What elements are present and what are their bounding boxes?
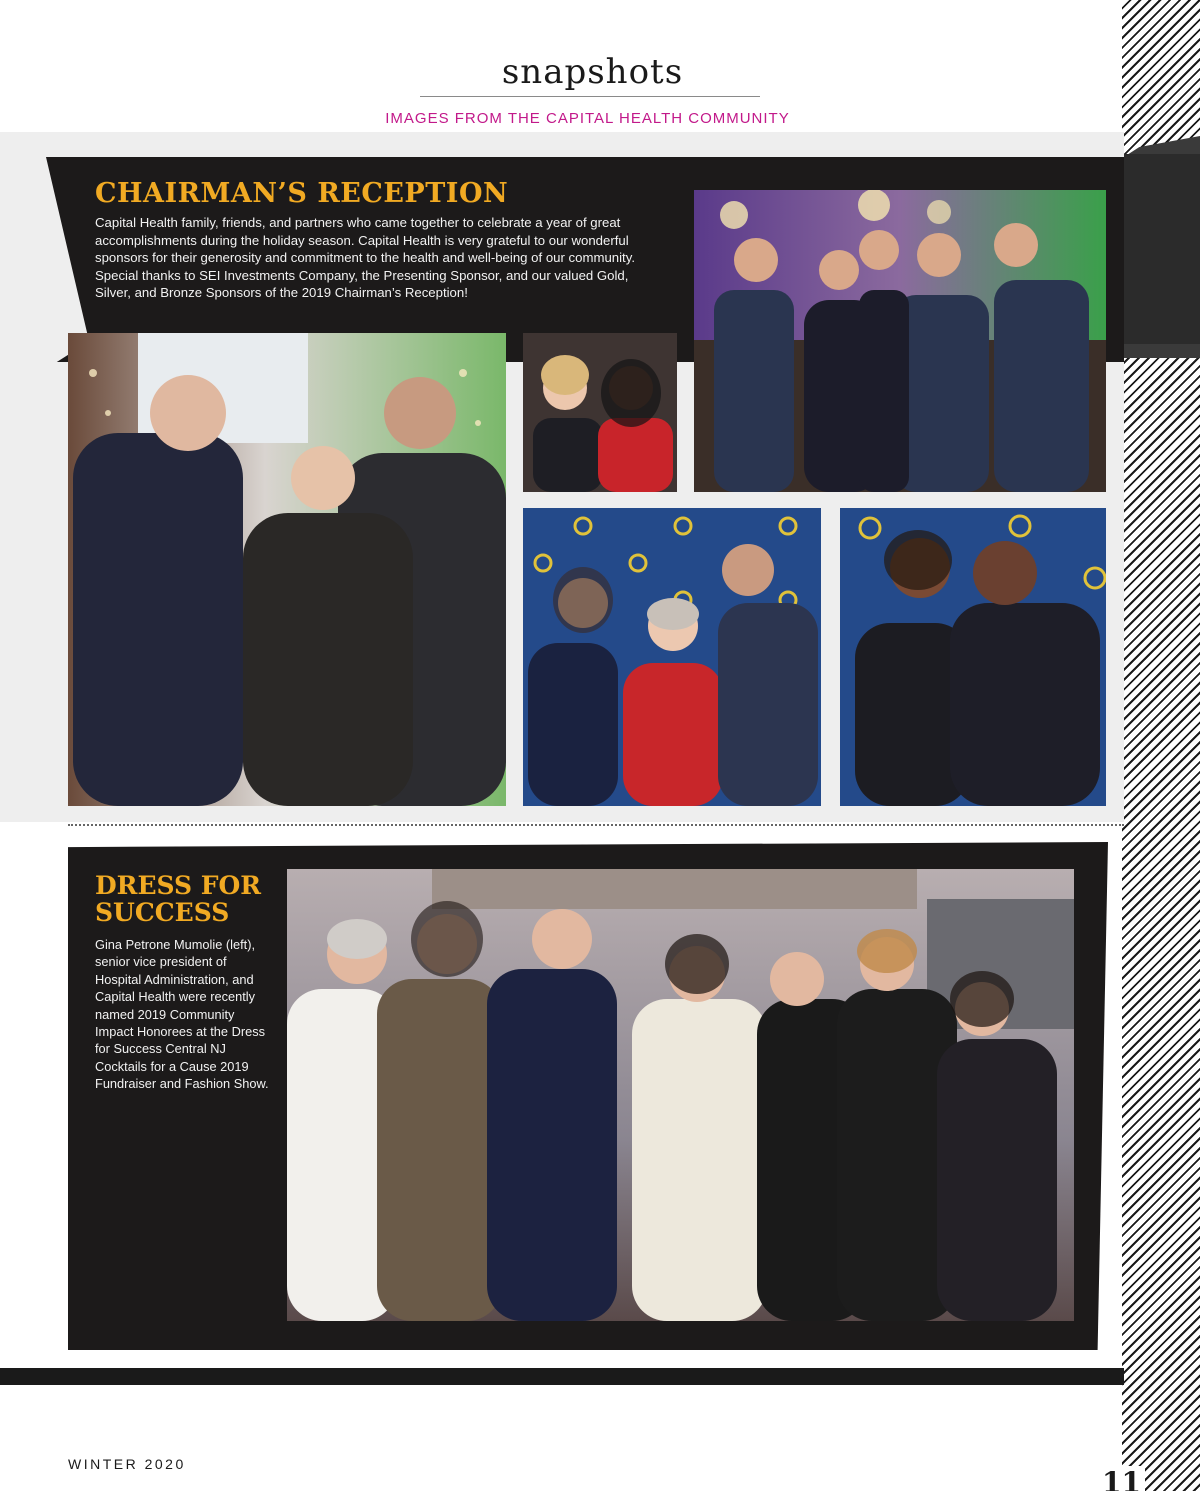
photo-two-women	[523, 333, 677, 492]
photo-group-of-five	[694, 190, 1106, 492]
chairman-caption: Capital Health family, friends, and partners who came together to celebrate a year of great accomplishments during the holiday season. Capital Health is very grateful to our wonderful sponsors for their generosity and commitment to the health and well-being of our community. Special thanks to SEI Investments Company, the Presenting Sponsor, and our valued Gold, Silver, and Bronze Sponsors of the 2019 Chairman’s Reception!	[95, 215, 635, 300]
dress-caption: Gina Petrone Mumolie (left), senior vice president of Hospital Administration, and Capital Health were recently named 2019 Community Impact Honorees at the Dress for Success Central NJ Cocktails for a Cause 2019 Fundraiser and Fashion Show.	[95, 937, 269, 1092]
dress-heading: DRESS FOR SUCCESS	[95, 871, 262, 927]
photo-backdrop-trio	[523, 508, 821, 806]
page-edge-tab-shade	[1124, 154, 1200, 344]
section-title: snapshots	[501, 52, 684, 92]
photo-trio-reception	[68, 333, 506, 806]
title-rule	[420, 96, 760, 97]
issue-label: WINTER 2020	[68, 1456, 186, 1472]
bottom-rule-bar	[0, 1368, 1124, 1385]
photo-dress-for-success-group	[287, 869, 1074, 1321]
chairman-heading: CHAIRMAN’S RECEPTION	[95, 178, 509, 209]
section-divider	[68, 824, 1124, 826]
photo-backdrop-couple	[840, 508, 1106, 806]
page-number: 11	[1098, 1466, 1145, 1491]
section-subtitle: IMAGES FROM THE CAPITAL HEALTH COMMUNITY	[385, 110, 790, 127]
